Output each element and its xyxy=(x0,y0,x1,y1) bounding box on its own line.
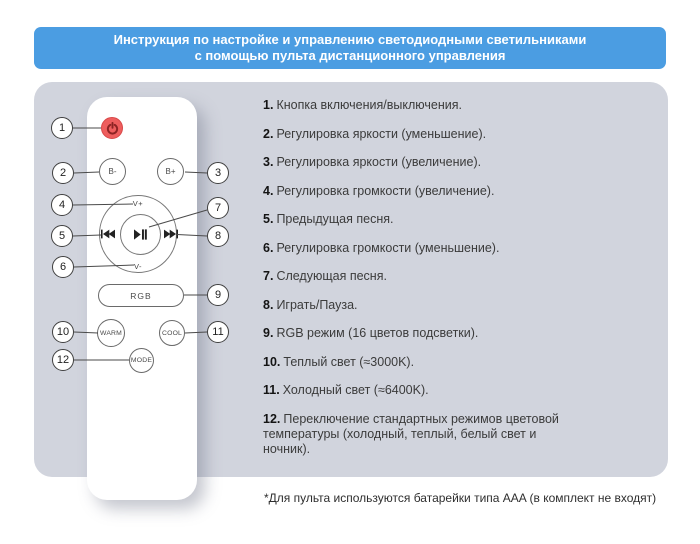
callout-5: 5 xyxy=(51,225,73,247)
callout-8: 8 xyxy=(207,225,229,247)
instruction-item-2: 2. Регулировка яркости (уменьшение). xyxy=(263,126,487,141)
cool-button xyxy=(159,320,185,346)
next-track-icon xyxy=(164,229,178,239)
volume-down-label: V- xyxy=(133,262,143,271)
brightness-down-button xyxy=(99,158,126,185)
mode-button xyxy=(129,348,154,373)
callout-10: 10 xyxy=(52,321,74,343)
banner-line-1: Инструкция по настройке и управлению светодиодными светильниками xyxy=(113,32,587,47)
cool-label: COOL xyxy=(161,329,183,337)
rgb-label: RGB xyxy=(130,290,152,301)
callout-9: 9 xyxy=(207,284,229,306)
volume-up-label: V+ xyxy=(132,199,144,208)
instruction-item-3: 3. Регулировка яркости (увеличение). xyxy=(263,155,482,169)
callout-12: 12 xyxy=(52,349,74,371)
rgb-button xyxy=(98,284,184,307)
callout-1: 1 xyxy=(51,117,73,139)
callout-2: 2 xyxy=(52,162,74,184)
instruction-item-9: 9. RGB режим (16 цветов подсветки). xyxy=(263,326,479,340)
callout-7: 7 xyxy=(207,197,229,219)
instruction-item-10: 10. Теплый свет (≈3000K). xyxy=(263,354,415,369)
header-banner xyxy=(34,27,666,69)
play-pause-icon xyxy=(134,229,147,240)
power-icon xyxy=(106,122,119,135)
instruction-item-7: 7. Следующая песня. xyxy=(263,269,387,283)
power-button xyxy=(101,117,123,139)
instruction-item-5: 5. Предыдущая песня. xyxy=(263,212,394,226)
mode-label: MODE xyxy=(130,357,153,364)
instruction-list xyxy=(263,98,563,470)
brightness-down-label: B- xyxy=(108,167,117,176)
instruction-item-12: 12. Переключение стандартных режимов цветовой температуры (холодный, теплый, белый свет и ночник). xyxy=(263,411,559,456)
callout-3: 3 xyxy=(207,162,229,184)
battery-footnote: *Для пульта используются батарейки типа AAA (в комплект не входят) xyxy=(264,491,657,505)
previous-track-icon xyxy=(101,229,115,239)
brightness-up-button xyxy=(157,158,184,185)
warm-label: WARM xyxy=(99,329,123,337)
warm-button xyxy=(97,319,125,347)
instruction-item-6: 6. Регулировка громкости (уменьшение). xyxy=(263,240,500,255)
instruction-item-1: 1. Кнопка включения/выключения. xyxy=(263,98,462,112)
instruction-item-11: 11. Холодный свет (≈6400K). xyxy=(263,383,429,397)
callout-4: 4 xyxy=(51,194,73,216)
callout-11: 11 xyxy=(207,321,229,343)
callout-6: 6 xyxy=(52,256,74,278)
instruction-item-8: 8. Играть/Пауза. xyxy=(263,297,358,312)
play-pause-button xyxy=(120,214,161,255)
instruction-item-4: 4. Регулировка громкости (увеличение). xyxy=(263,183,495,198)
banner-line-2: с помощью пульта дистанционного управления xyxy=(194,48,506,63)
brightness-up-label: B+ xyxy=(165,167,176,176)
